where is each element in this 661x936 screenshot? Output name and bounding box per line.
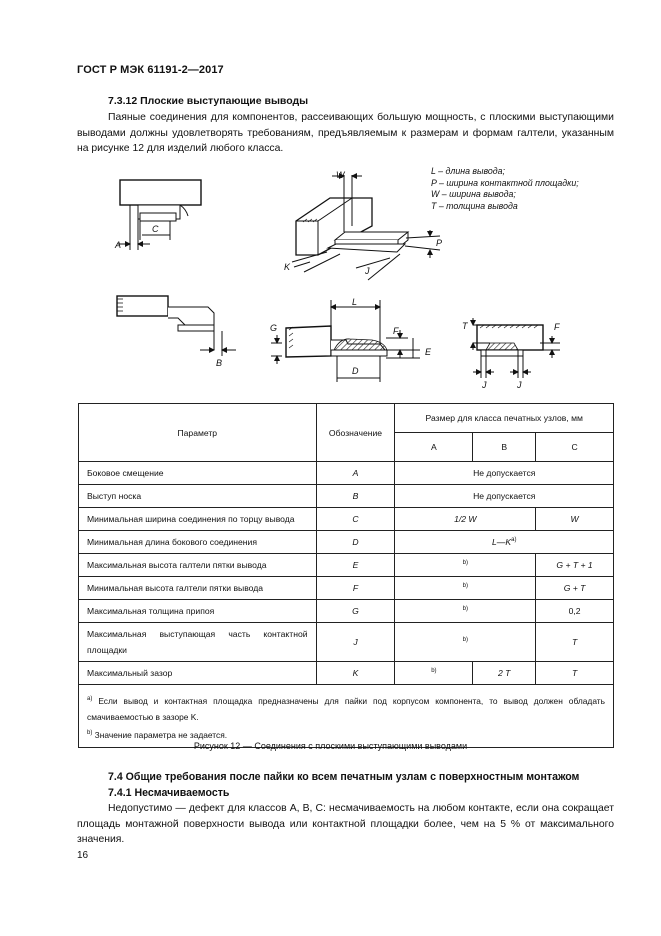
dim-label-w: W: [336, 170, 345, 180]
dim-label-e: E: [425, 347, 432, 357]
pad-end-view: [481, 350, 523, 356]
subsection-title: 7.4.1 Несмачиваемость: [108, 787, 230, 799]
component-body-side-view: [117, 296, 168, 316]
figure-caption: Рисунок 12 — Соединения с плоскими выступающими выводами: [193, 741, 468, 751]
dim-label-p: P: [436, 238, 443, 248]
dim-label-g: G: [270, 323, 278, 333]
component-body-profile: [286, 326, 331, 357]
dim-label-d: D: [352, 366, 359, 376]
footnote-mark: b): [462, 560, 468, 567]
footnote-mark: a): [87, 696, 93, 702]
legend-item: P – ширина контактной площадки;: [431, 177, 579, 188]
dim-label-b: B: [216, 358, 223, 368]
pad-profile: [331, 350, 387, 356]
dim-label-j: J: [365, 266, 370, 276]
table-note-a: $^{a)}$ Если вывод и контактная площадка предназначены для пайки под корпусом компонента, то вывод должен обладать смачиваемостью в зазоре K.: [87, 695, 605, 722]
dim-label-t: T: [462, 321, 468, 331]
table-row: Максимальная выступающая часть контактной площадки J $^{b)}$ T: [79, 623, 614, 662]
section-title: 7.3.12 Плоские выступающие выводы: [108, 95, 309, 107]
dim-label-a: A: [115, 240, 122, 250]
dim-label-f: F: [393, 326, 399, 336]
col-header-class-b: B: [473, 433, 536, 462]
footnote-mark: b): [431, 668, 437, 675]
legend-item: L – длина вывода;: [431, 166, 505, 176]
table-row: Боковое смещение A Не допускается: [79, 462, 614, 485]
dim-label-k: K: [284, 262, 291, 272]
pad-side-view: [178, 325, 214, 331]
col-header-size: Размер для класса печатных узлов, мм: [395, 404, 614, 433]
lead-end-view: [486, 343, 518, 350]
footnote-mark: b): [462, 606, 468, 613]
section2-paragraph: Недопустимо — дефект для классов A, B, C: несмачиваемость на любом контакте, если она сокращает площадь монтажной поверхности вывода или контактной площадки более, чем на 5 % от максимального значения.: [77, 803, 614, 845]
table-row: Максимальная толщина припоя G $^{b)}$ 0,2: [79, 600, 614, 623]
table-row: Выступ носка B Не допускается: [79, 485, 614, 508]
pad-iso: [328, 244, 405, 252]
col-header-class-c: C: [536, 433, 614, 462]
document-header: ГОСТ Р МЭК 61191-2—2017: [77, 64, 224, 76]
col-header-class-a: A: [395, 433, 473, 462]
table-row: Минимальная ширина соединения по торцу вывода C 1/2 W W: [79, 508, 614, 531]
table-row: Минимальная высота галтели пятки вывода F $^{b)}$ G + T: [79, 577, 614, 600]
figure-legend: [431, 166, 579, 212]
lead-fillet-top-view: [180, 205, 188, 216]
table-notes-row: [79, 685, 614, 748]
footnote-mark: b): [462, 637, 468, 644]
footnote-mark: b): [87, 729, 93, 736]
dim-label-f2: F: [554, 322, 560, 332]
dim-label-j2: J: [482, 380, 487, 390]
col-header-parameter: Параметр: [79, 404, 317, 462]
dim-label-c: C: [152, 224, 159, 234]
pad-top-view: [140, 213, 176, 221]
table-row: Минимальная длина бокового соединения D $L—K^{a)}$: [79, 531, 614, 554]
value-text: L—K: [492, 537, 512, 547]
legend-item: T – толщина вывода: [431, 200, 518, 211]
section-paragraph: Паяные соединения для компонентов, рассеивающих большую мощность, с плоскими выступающими выводами должны удовлетворять требованиям, предъявляемым к размерам и формам галтели, указанным на рисунке 12 для изделий любого класса.: [77, 112, 614, 154]
table-note-b: $^{b)}$ Значение параметра не задается.: [87, 729, 228, 740]
section2-title: 7.4 Общие требования после пайки ко всем печатным узлам с поверхностным монтажом: [108, 771, 580, 783]
component-body-top-view: [120, 180, 201, 205]
solder-fillet: [334, 339, 387, 350]
table-row: Максимальный зазор K $^{b)}$ 2 T T: [79, 662, 614, 685]
dim-label-j3: J: [517, 380, 522, 390]
parameters-table: [78, 403, 614, 748]
page-number: 16: [77, 850, 89, 861]
footnote-mark: b): [462, 583, 468, 590]
lead-iso: [335, 232, 408, 240]
table-row: Максимальная высота галтели пятки вывода E $^{b)}$ G + T + 1: [79, 554, 614, 577]
col-header-symbol: Обозначение: [316, 404, 395, 462]
legend-item: W – ширина вывода;: [431, 189, 516, 199]
lead-side-view: [168, 307, 214, 325]
dim-label-l: L: [352, 297, 358, 307]
footnote-mark: a): [511, 537, 517, 544]
